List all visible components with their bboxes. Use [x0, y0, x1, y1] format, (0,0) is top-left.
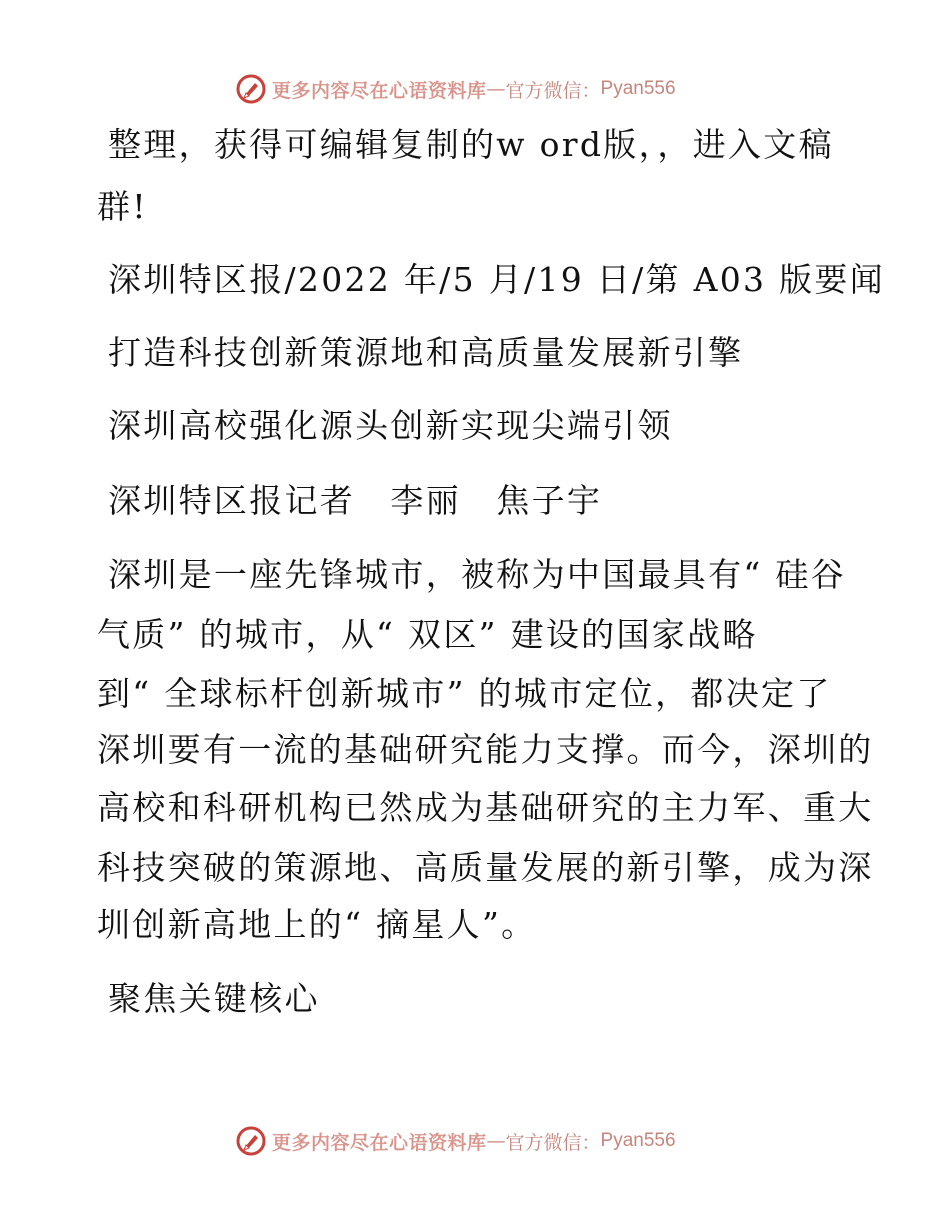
paragraph-line-3: 到“ 全球标杆创新城市” 的城市定位，都决定了: [97, 674, 832, 713]
pen-logo-icon: [236, 1126, 266, 1156]
source-line: 深圳特区报/2022 年/5 月/19 日/第 A03 版要闻: [108, 260, 886, 299]
intro-line-1: 整理，获得可编辑复制的w ord版，，进入文稿: [108, 125, 834, 164]
watermark-dash: —: [486, 78, 506, 100]
intro-line-2: 群!: [97, 187, 148, 226]
byline: 深圳特区报记者 李丽 焦子宇: [108, 481, 603, 520]
watermark-wechat-label: 官方微信：: [505, 1131, 601, 1154]
paragraph-line-6: 科技突破的策源地、高质量发展的新引擎，成为深: [97, 848, 874, 887]
watermark-site-name: 更多内容尽在心语资料库: [272, 1131, 487, 1154]
watermark-wechat-id: Pyan556: [600, 1130, 676, 1151]
header-watermark: [236, 72, 676, 106]
paragraph-line-2: 气质” 的城市，从“ 双区” 建设的国家战略: [97, 615, 758, 654]
watermark-wechat-id: Pyan556: [600, 78, 676, 99]
watermark-site-name: 更多内容尽在心语资料库: [272, 79, 487, 102]
paragraph-line-1: 深圳是一座先锋城市，被称为中国最具有“ 硅谷: [108, 555, 846, 594]
paragraph-line-4: 深圳要有一流的基础研究能力支撑。而今，深圳的: [97, 730, 874, 769]
pen-logo-icon: [236, 74, 266, 104]
watermark-dash: —: [486, 1130, 506, 1152]
subheadline: 深圳高校强化源头创新实现尖端引领: [108, 406, 673, 445]
paragraph-line-5: 高校和科研机构已然成为基础研究的主力军、重大: [97, 788, 874, 827]
section-heading: 聚焦关键核心: [108, 979, 320, 1018]
watermark-wechat-label: 官方微信：: [505, 79, 601, 102]
paragraph-line-7: 圳创新高地上的“ 摘星人”。: [97, 905, 537, 944]
footer-watermark: [236, 1124, 676, 1158]
headline: 打造科技创新策源地和高质量发展新引擎: [108, 333, 744, 372]
